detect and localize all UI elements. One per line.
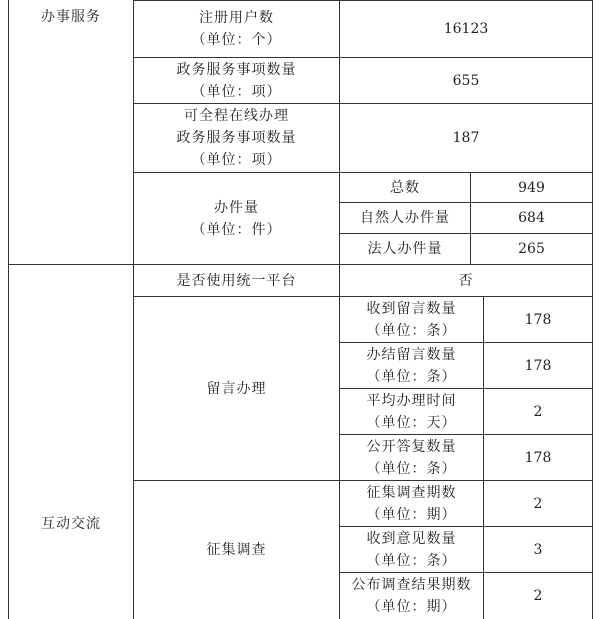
results-value: 2 [533,588,543,604]
volume-row-value [471,173,592,202]
online-unit: （单位：项） [191,152,282,168]
messages-row-value [484,389,592,434]
messages-row-label [340,297,483,342]
section-title-interact [9,265,133,619]
received-label: 收到留言数量 [366,300,457,317]
items-value-cell [340,58,592,103]
messages-row-value [484,297,592,342]
survey-row-value [484,481,592,526]
items-value: 655 [452,72,480,89]
closed-label: 办结留言数量 [366,346,457,363]
public-reply-label: 公开答复数量 [366,438,457,455]
survey-row-value [484,527,592,572]
platform-value: 否 [458,272,474,289]
avg-time-value: 2 [533,403,543,420]
platform-label: 是否使用统一平台 [176,272,297,289]
users-label-cell [134,1,339,57]
users-value-cell [340,1,592,57]
users-value: 16123 [443,21,489,37]
online-label-2: 政务服务事项数量 [176,130,297,146]
received-unit: （单位：条） [366,322,457,339]
items-label: 政务服务事项数量 [176,61,297,78]
users-unit: （单位：个） [191,32,282,48]
volume-row-value [471,203,592,233]
survey-label-cell [134,481,339,619]
items-label-cell [134,58,339,103]
online-value-cell [340,104,592,172]
volume-total-label: 总数 [390,179,420,196]
volume-natural-value: 684 [518,210,545,226]
survey-periods-label: 征集调查期数 [366,484,457,501]
survey-periods-value: 2 [533,495,543,512]
public-reply-unit: （单位：条） [366,460,457,477]
survey-row-label [340,573,483,619]
messages-row-label [340,389,483,434]
survey-row-label [340,481,483,526]
closed-unit: （单位：条） [366,368,457,385]
public-reply-value: 178 [524,449,552,466]
closed-value: 178 [524,357,552,374]
results-label: 公布调查结果期数 [351,577,472,593]
messages-label-cell [134,297,339,480]
items-unit: （单位：项） [191,83,282,100]
platform-label-cell [134,265,339,296]
section-title-office [9,0,133,264]
survey-row-value [484,573,592,619]
avg-time-unit: （单位：天） [366,414,457,431]
messages-row-label [340,435,483,480]
volume-legal-label: 法人办件量 [367,241,443,257]
volume-legal-value: 265 [518,241,545,257]
office-title: 办事服务 [41,9,101,25]
messages-label: 留言办理 [206,380,267,397]
volume-label-cell [134,173,339,264]
opinions-unit: （单位：条） [366,552,457,569]
messages-row-value [484,435,592,480]
survey-row-label [340,527,483,572]
volume-row-label [340,173,470,202]
volume-natural-label: 自然人办件量 [360,210,450,226]
volume-unit: （单位：件） [191,221,282,238]
opinions-label: 收到意见数量 [366,530,457,547]
online-value: 187 [452,130,480,146]
volume-row-label [340,203,470,233]
volume-row-value [471,234,592,264]
volume-row-label [340,234,470,264]
interact-title: 互动交流 [41,516,101,532]
messages-row-value [484,343,592,388]
volume-total-value: 949 [518,179,545,196]
volume-label: 办件量 [214,199,259,216]
survey-label: 征集调查 [206,542,267,558]
online-label-cell [134,104,339,172]
messages-row-label [340,343,483,388]
online-label-1: 可全程在线办理 [184,108,289,124]
avg-time-label: 平均办理时间 [366,392,457,409]
survey-periods-unit: （单位：期） [366,506,457,523]
users-label: 注册用户数 [199,10,274,26]
results-unit: （单位：期） [366,599,457,615]
received-value: 178 [524,311,552,328]
platform-value-cell [340,265,592,296]
opinions-value: 3 [533,541,543,558]
